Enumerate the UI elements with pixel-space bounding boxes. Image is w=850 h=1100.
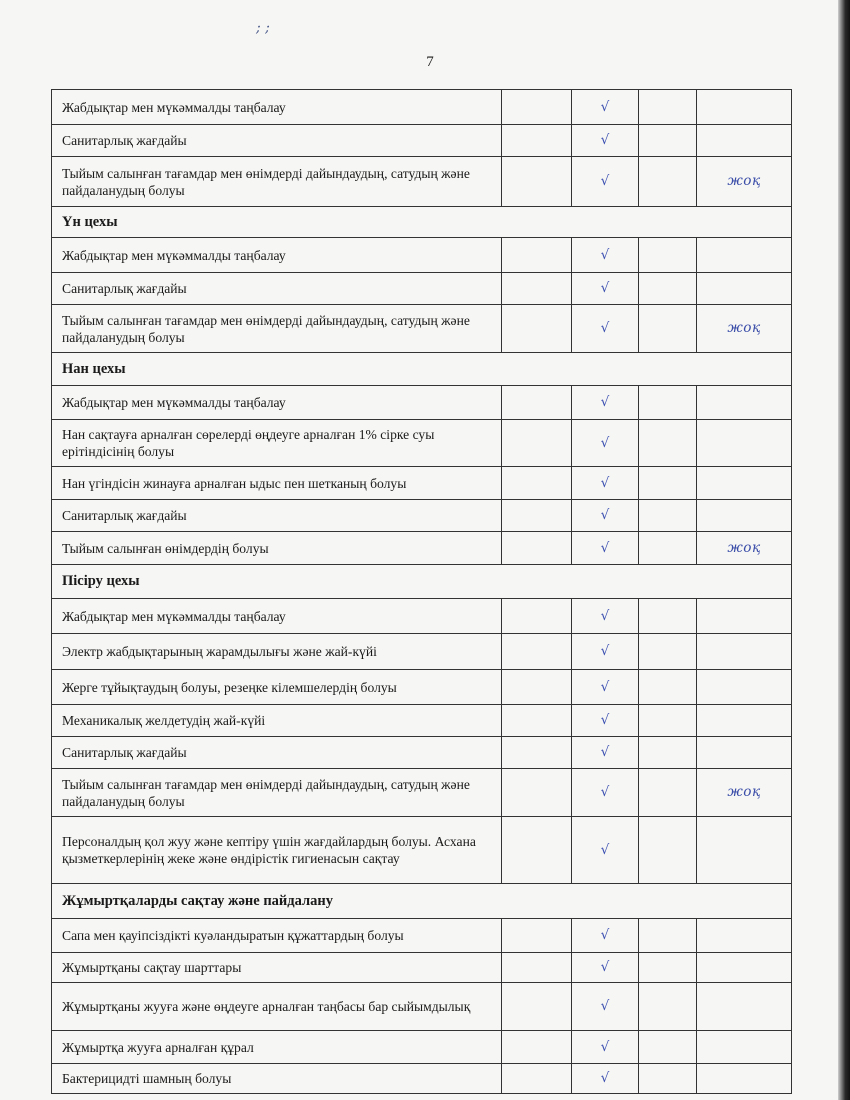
check-mark-cell: √ bbox=[572, 817, 639, 884]
check-mark-cell: √ bbox=[572, 125, 639, 157]
empty-cell bbox=[502, 467, 572, 500]
check-mark-cell: √ bbox=[572, 532, 639, 565]
empty-cell bbox=[502, 737, 572, 769]
section-header-row bbox=[52, 207, 792, 238]
empty-cell bbox=[502, 599, 572, 634]
empty-cell bbox=[502, 670, 572, 705]
requirement-cell: Электр жабдықтарының жарамдылығы және жай-күйі bbox=[52, 634, 502, 670]
check-mark-cell: √ bbox=[572, 953, 639, 983]
handwritten-note-cell bbox=[697, 919, 792, 953]
handwritten-note-cell bbox=[697, 634, 792, 670]
requirement-cell: Жабдықтар мен мүкәммалды таңбалау bbox=[52, 386, 502, 420]
empty-cell bbox=[639, 737, 697, 769]
check-mark-cell: √ bbox=[572, 983, 639, 1031]
empty-cell bbox=[502, 238, 572, 273]
checklist-row bbox=[52, 157, 792, 207]
empty-cell bbox=[639, 273, 697, 305]
requirement-cell: Нан үгіндісін жинауға арналған ыдыс пен шетканың болуы bbox=[52, 467, 502, 500]
handwritten-note-cell bbox=[697, 420, 792, 467]
check-mark-cell: √ bbox=[572, 157, 639, 207]
empty-cell bbox=[502, 305, 572, 353]
section-title: Жұмыртқаларды сақтау және пайдалану bbox=[52, 884, 792, 919]
requirement-cell: Бактерицидті шамның болуы bbox=[52, 1064, 502, 1094]
empty-cell bbox=[639, 1031, 697, 1064]
empty-cell bbox=[639, 532, 697, 565]
empty-cell bbox=[502, 1031, 572, 1064]
empty-cell bbox=[502, 1064, 572, 1094]
requirement-cell: Санитарлық жағдайы bbox=[52, 125, 502, 157]
empty-cell bbox=[502, 90, 572, 125]
checklist-row bbox=[52, 500, 792, 532]
check-mark-cell: √ bbox=[572, 500, 639, 532]
handwritten-note-cell bbox=[697, 467, 792, 500]
requirement-cell: Механикалық желдетудің жай-күйі bbox=[52, 705, 502, 737]
requirement-cell: Санитарлық жағдайы bbox=[52, 737, 502, 769]
requirement-cell: Тыйым салынған тағамдар мен өнімдерді дайындаудың, сатудың және пайдаланудың болуы bbox=[52, 769, 502, 817]
handwritten-note-cell: жоқ bbox=[697, 305, 792, 353]
handwritten-note-cell bbox=[697, 1031, 792, 1064]
empty-cell bbox=[502, 769, 572, 817]
empty-cell bbox=[639, 500, 697, 532]
handwritten-note-cell bbox=[697, 953, 792, 983]
handwritten-note-cell bbox=[697, 599, 792, 634]
empty-cell bbox=[639, 670, 697, 705]
empty-cell bbox=[639, 953, 697, 983]
requirement-cell: Жұмыртқаны жууға және өңдеуге арналған таңбасы бар сыйымдылық bbox=[52, 983, 502, 1031]
requirement-cell: Санитарлық жағдайы bbox=[52, 500, 502, 532]
empty-cell bbox=[502, 273, 572, 305]
check-mark-cell: √ bbox=[572, 238, 639, 273]
checklist-row bbox=[52, 238, 792, 273]
check-mark-cell: √ bbox=[572, 273, 639, 305]
requirement-cell: Жабдықтар мен мүкәммалды таңбалау bbox=[52, 90, 502, 125]
requirement-cell: Санитарлық жағдайы bbox=[52, 273, 502, 305]
handwritten-note-cell: жоқ bbox=[697, 157, 792, 207]
empty-cell bbox=[502, 125, 572, 157]
checklist-row bbox=[52, 386, 792, 420]
handwritten-note-cell bbox=[697, 500, 792, 532]
requirement-cell: Нан сақтауға арналған сөрелерді өңдеуге арналған 1% сірке суы ерітіндісінің болуы bbox=[52, 420, 502, 467]
checklist-row bbox=[52, 1031, 792, 1064]
checklist-row bbox=[52, 467, 792, 500]
empty-cell bbox=[502, 983, 572, 1031]
empty-cell bbox=[639, 769, 697, 817]
check-mark-cell: √ bbox=[572, 1031, 639, 1064]
empty-cell bbox=[639, 983, 697, 1031]
handwritten-note-cell bbox=[697, 817, 792, 884]
handwritten-note-cell bbox=[697, 238, 792, 273]
empty-cell bbox=[502, 157, 572, 207]
empty-cell bbox=[639, 467, 697, 500]
requirement-cell: Персоналдың қол жуу және кептіру үшін жағдайлардың болуы. Асхана қызметкерлерінің жеке және өндірістік гигиенасын сақтау bbox=[52, 817, 502, 884]
check-mark-cell: √ bbox=[572, 90, 639, 125]
empty-cell bbox=[639, 90, 697, 125]
handwritten-note-cell bbox=[697, 90, 792, 125]
checklist-row bbox=[52, 305, 792, 353]
empty-cell bbox=[639, 386, 697, 420]
checklist-row bbox=[52, 817, 792, 884]
empty-cell bbox=[639, 1064, 697, 1094]
stray-pen-mark: ; ; bbox=[256, 20, 270, 36]
check-mark-cell: √ bbox=[572, 420, 639, 467]
empty-cell bbox=[502, 919, 572, 953]
empty-cell bbox=[639, 919, 697, 953]
checklist-row bbox=[52, 737, 792, 769]
empty-cell bbox=[639, 157, 697, 207]
handwritten-note-cell bbox=[697, 273, 792, 305]
checklist-row bbox=[52, 532, 792, 565]
checklist-row bbox=[52, 983, 792, 1031]
requirement-cell: Сапа мен қауіпсіздікті куәландыратын құжаттардың болуы bbox=[52, 919, 502, 953]
requirement-cell: Жұмыртқаны сақтау шарттары bbox=[52, 953, 502, 983]
check-mark-cell: √ bbox=[572, 386, 639, 420]
requirement-cell: Тыйым салынған тағамдар мен өнімдерді дайындаудың, сатудың және пайдаланудың болуы bbox=[52, 305, 502, 353]
check-mark-cell: √ bbox=[572, 769, 639, 817]
empty-cell bbox=[639, 705, 697, 737]
empty-cell bbox=[502, 386, 572, 420]
empty-cell bbox=[639, 420, 697, 467]
handwritten-note-cell bbox=[697, 737, 792, 769]
check-mark-cell: √ bbox=[572, 919, 639, 953]
checklist-row bbox=[52, 670, 792, 705]
section-title: Пісіру цехы bbox=[52, 565, 792, 599]
checklist-row bbox=[52, 599, 792, 634]
checklist-row bbox=[52, 919, 792, 953]
empty-cell bbox=[502, 634, 572, 670]
section-header-row bbox=[52, 884, 792, 919]
handwritten-note-cell bbox=[697, 386, 792, 420]
checklist-row bbox=[52, 125, 792, 157]
check-mark-cell: √ bbox=[572, 737, 639, 769]
section-title: Нан цехы bbox=[52, 353, 792, 386]
check-mark-cell: √ bbox=[572, 705, 639, 737]
requirement-cell: Жабдықтар мен мүкәммалды таңбалау bbox=[52, 238, 502, 273]
handwritten-note-cell: жоқ bbox=[697, 769, 792, 817]
check-mark-cell: √ bbox=[572, 670, 639, 705]
empty-cell bbox=[502, 953, 572, 983]
handwritten-note-cell bbox=[697, 1064, 792, 1094]
check-mark-cell: √ bbox=[572, 305, 639, 353]
empty-cell bbox=[502, 532, 572, 565]
page-number: 7 bbox=[426, 54, 434, 70]
checklist-row bbox=[52, 273, 792, 305]
check-mark-cell: √ bbox=[572, 634, 639, 670]
checklist-row bbox=[52, 705, 792, 737]
handwritten-note-cell: жоқ bbox=[697, 532, 792, 565]
section-header-row bbox=[52, 565, 792, 599]
requirement-cell: Тыйым салынған өнімдердің болуы bbox=[52, 532, 502, 565]
requirement-cell: Жерге тұйықтаудың болуы, резеңке кілемшелердің болуы bbox=[52, 670, 502, 705]
empty-cell bbox=[639, 238, 697, 273]
section-header-row bbox=[52, 353, 792, 386]
empty-cell bbox=[639, 634, 697, 670]
empty-cell bbox=[502, 817, 572, 884]
empty-cell bbox=[502, 420, 572, 467]
empty-cell bbox=[639, 305, 697, 353]
empty-cell bbox=[639, 599, 697, 634]
inspection-checklist-table bbox=[51, 89, 792, 1094]
section-title: Үн цехы bbox=[52, 207, 792, 238]
checklist-row bbox=[52, 953, 792, 983]
scan-edge bbox=[838, 0, 850, 1100]
checklist-row bbox=[52, 90, 792, 125]
check-mark-cell: √ bbox=[572, 599, 639, 634]
handwritten-note-cell bbox=[697, 705, 792, 737]
empty-cell bbox=[639, 817, 697, 884]
checklist-row bbox=[52, 420, 792, 467]
empty-cell bbox=[639, 125, 697, 157]
check-mark-cell: √ bbox=[572, 1064, 639, 1094]
requirement-cell: Жұмыртқа жууға арналған құрал bbox=[52, 1031, 502, 1064]
empty-cell bbox=[502, 500, 572, 532]
checklist-row bbox=[52, 634, 792, 670]
checklist-row bbox=[52, 769, 792, 817]
checklist-row bbox=[52, 1064, 792, 1094]
handwritten-note-cell bbox=[697, 983, 792, 1031]
requirement-cell: Жабдықтар мен мүкәммалды таңбалау bbox=[52, 599, 502, 634]
handwritten-note-cell bbox=[697, 125, 792, 157]
empty-cell bbox=[502, 705, 572, 737]
handwritten-note-cell bbox=[697, 670, 792, 705]
requirement-cell: Тыйым салынған тағамдар мен өнімдерді дайындаудың, сатудың және пайдаланудың болуы bbox=[52, 157, 502, 207]
check-mark-cell: √ bbox=[572, 467, 639, 500]
